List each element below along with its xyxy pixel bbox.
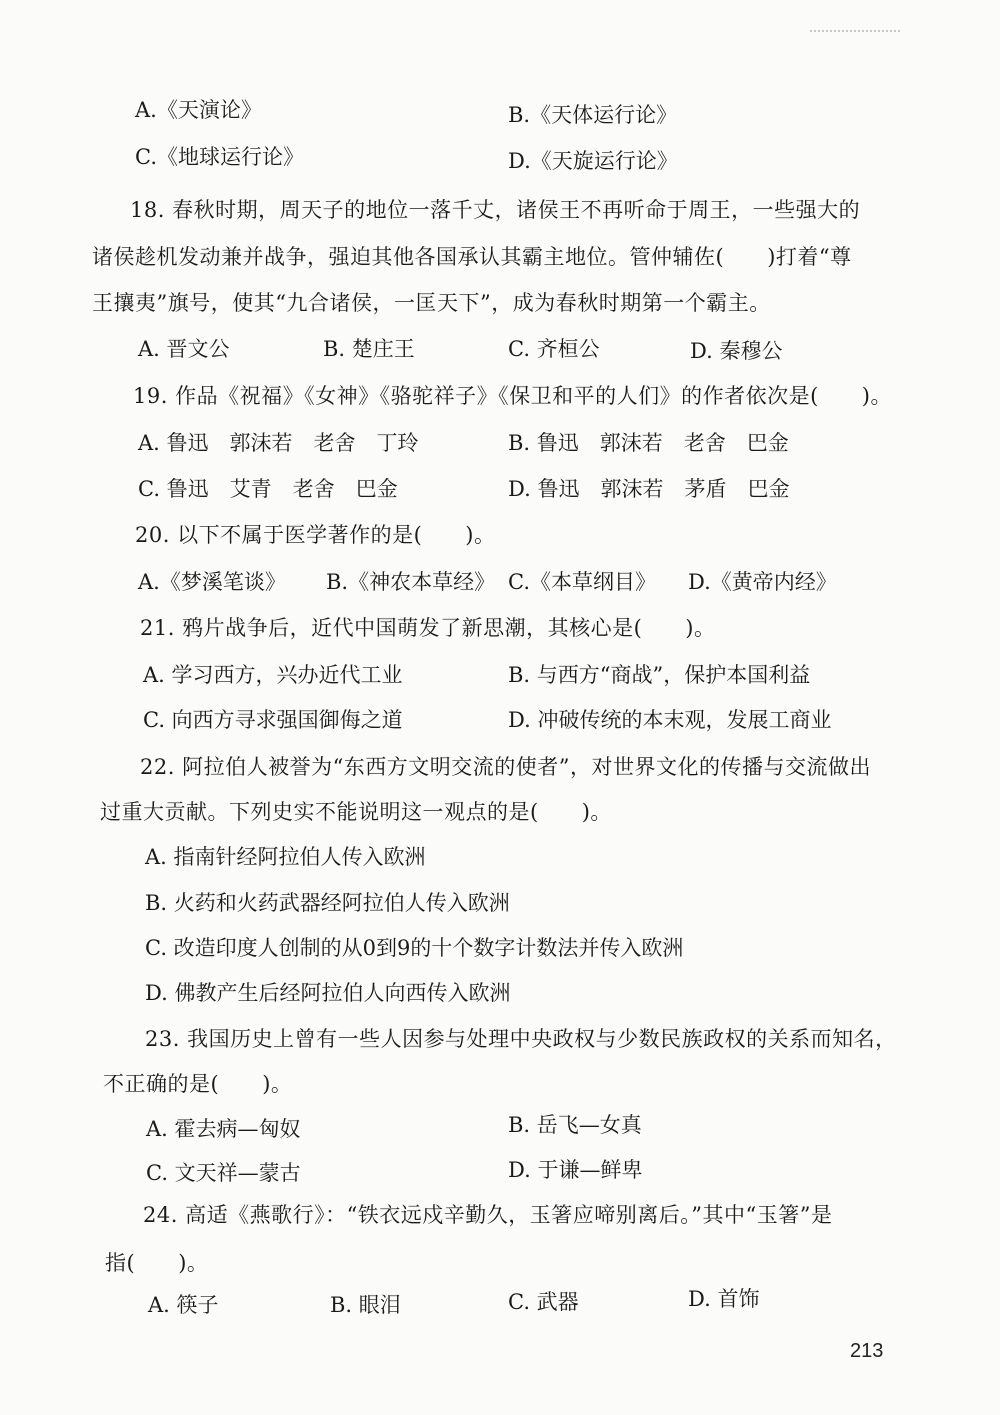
q20-option-c: C.《本草纲目》 <box>508 570 656 594</box>
q19-option-a: A. 鲁迅 郭沫若 老舍 丁玲 <box>138 431 419 455</box>
q24-option-b: B. 眼泪 <box>330 1293 401 1317</box>
q22-option-d: D. 佛教产生后经阿拉伯人向西传入欧洲 <box>145 981 511 1005</box>
q22-stem-line-2: 过重大贡献。下列史实不能说明这一观点的是( )。 <box>100 800 612 824</box>
q17-option-c: C.《地球运行论》 <box>135 145 304 169</box>
q24-stem-line-2: 指( )。 <box>105 1251 209 1275</box>
q23-stem-line-1: 23. 我国历史上曾有一些人因参与处理中央政权与少数民族政权的关系而知名， <box>145 1027 897 1051</box>
q18-option-b: B. 楚庄王 <box>323 337 415 361</box>
q21-option-a: A. 学习西方，兴办近代工业 <box>143 663 403 687</box>
q18-stem-line-1: 18. 春秋时期，周天子的地位一落千丈，诸侯王不再听命于周王，一些强大的 <box>130 198 861 222</box>
q17-option-a: A.《天演论》 <box>135 98 262 122</box>
q19-option-d: D. 鲁迅 郭沫若 茅盾 巴金 <box>508 477 790 501</box>
q17-option-d: D.《天旋运行论》 <box>508 149 678 173</box>
q21-option-c: C. 向西方寻求强国御侮之道 <box>143 708 403 732</box>
q23-option-a: A. 霍去病—匈奴 <box>146 1117 301 1141</box>
q20-option-b: B.《神农本草经》 <box>326 570 496 594</box>
q24-option-c: C. 武器 <box>508 1290 579 1314</box>
q23-option-c: C. 文天祥—蒙古 <box>146 1161 301 1185</box>
q19-option-b: B. 鲁迅 郭沫若 老舍 巴金 <box>508 431 789 455</box>
q21-option-d: D. 冲破传统的本末观，发展工商业 <box>508 708 832 732</box>
q20-option-d: D.《黄帝内经》 <box>688 570 837 594</box>
q18-stem-line-3: 王攘夷”旗号，使其“九合诸侯，一匡天下”，成为春秋时期第一个霸主。 <box>92 291 771 315</box>
q19-stem: 19. 作品《祝福》《女神》《骆驼祥子》《保卫和平的人们》的作者依次是( )。 <box>133 384 892 408</box>
q21-option-b: B. 与西方“商战”，保护本国利益 <box>508 663 811 687</box>
page-number: 213 <box>850 1340 884 1362</box>
q18-stem-line-2: 诸侯趁机发动兼并战争，强迫其他各国承认其霸主地位。管仲辅佐( )打着“尊 <box>92 245 852 269</box>
q18-option-d: D. 秦穆公 <box>690 339 783 363</box>
q20-option-a: A.《梦溪笔谈》 <box>138 570 286 594</box>
q20-stem: 20. 以下不属于医学著作的是( )。 <box>135 523 496 547</box>
q19-option-c: C. 鲁迅 艾青 老舍 巴金 <box>138 477 398 501</box>
q23-option-b: B. 岳飞—女真 <box>508 1113 642 1137</box>
q18-option-c: C. 齐桓公 <box>508 337 600 361</box>
q24-option-a: A. 筷子 <box>148 1293 219 1317</box>
q22-option-b: B. 火药和火药武器经阿拉伯人传入欧洲 <box>145 891 510 915</box>
q23-option-d: D. 于谦—鲜卑 <box>508 1158 643 1182</box>
q24-stem-line-1: 24. 高适《燕歌行》：“铁衣远戍辛勤久，玉箸应啼别离后。”其中“玉箸”是 <box>143 1203 833 1227</box>
q22-option-a: A. 指南针经阿拉伯人传入欧洲 <box>145 845 426 869</box>
q22-stem-line-1: 22. 阿拉伯人被誉为“东西方文明交流的使者”，对世界文化的传播与交流做出 <box>140 755 872 779</box>
q18-option-a: A. 晋文公 <box>138 337 230 361</box>
q23-stem-line-2: 不正确的是( )。 <box>103 1072 293 1096</box>
q22-option-c: C. 改造印度人创制的从0到9的十个数字计数法并传入欧洲 <box>145 936 684 960</box>
header-decoration <box>810 30 900 42</box>
q21-stem: 21. 鸦片战争后，近代中国萌发了新思潮，其核心是( )。 <box>140 616 716 640</box>
q24-option-d: D. 首饰 <box>688 1287 760 1311</box>
q17-option-b: B.《天体运行论》 <box>508 103 678 127</box>
